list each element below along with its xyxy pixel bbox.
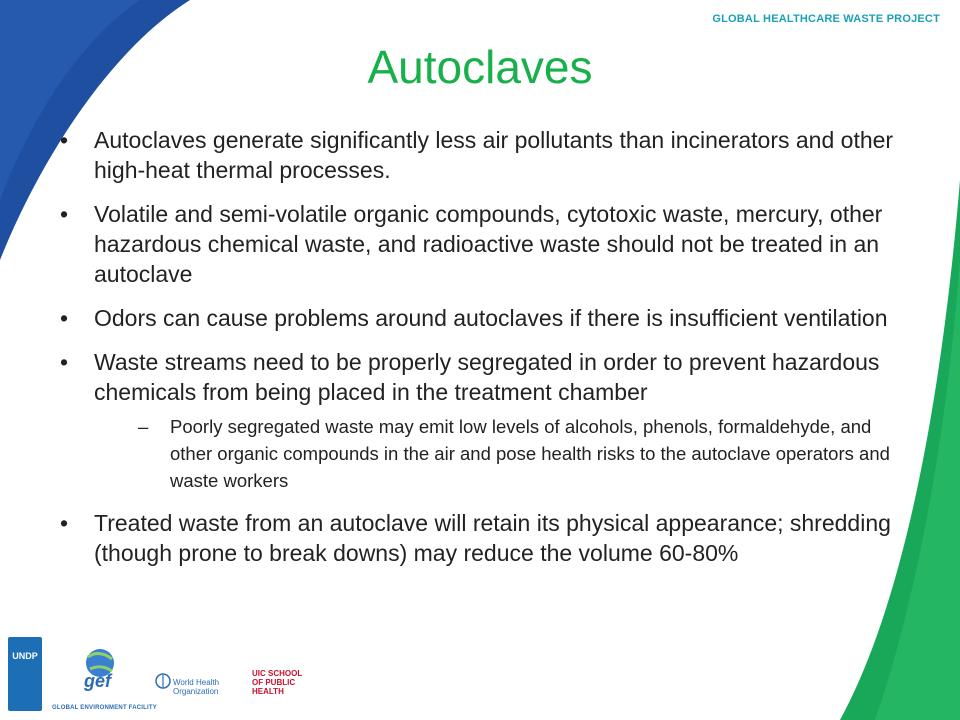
bullet-marker: • [60, 305, 69, 331]
sub-bullet-text: Poorly segregated waste may emit low levels of alcohols, phenols, formaldehyde, and other organic compounds in the air and pose health risks to the autoclave operators and waste workers [170, 416, 890, 491]
bullet-item [60, 508, 910, 568]
sub-bullet-item [94, 413, 910, 494]
undp-logo-text: UNDP [12, 651, 38, 661]
bullet-list [60, 125, 910, 582]
gef-logo [52, 641, 157, 713]
slide-title: Autoclaves [367, 41, 593, 93]
gef-caption: GLOBAL ENVIRONMENT FACILITY [52, 705, 157, 711]
bullet-item [60, 303, 910, 333]
partner-logos [0, 635, 360, 720]
bullet-marker: • [60, 510, 69, 536]
bullet-text: Autoclaves generate significantly less air pollutants than incinerators and other high-heat thermal processes. [94, 127, 894, 183]
gef-logo-text: gef [84, 671, 111, 691]
bullet-marker: • [60, 127, 69, 153]
bullet-marker: • [60, 349, 69, 375]
sub-bullet-marker: – [138, 416, 149, 437]
bullet-item [60, 125, 910, 185]
bullet-text: Waste streams need to be properly segregated in order to prevent hazardous chemicals from being placed in the treatment chamber [94, 349, 880, 405]
bullet-item [60, 347, 910, 494]
bullet-item [60, 199, 910, 289]
undp-logo [8, 637, 42, 711]
who-logo [155, 673, 225, 713]
uic-logo-text: UIC SCHOOL OF PUBLIC HEALTH [252, 669, 303, 696]
project-label: GLOBAL HEALTHCARE WASTE PROJECT [712, 13, 940, 25]
bullet-text: Odors can cause problems around autoclaves if there is insufficient ventilation [94, 305, 888, 331]
bullet-text: Volatile and semi-volatile organic compounds, cytotoxic waste, mercury, other hazardous chemical waste, and radioactive waste should not be treated in an autoclave [94, 201, 883, 287]
who-emblem-icon [155, 673, 171, 689]
uic-logo [252, 669, 312, 709]
bullet-marker: • [60, 201, 69, 227]
who-logo-text: World Health Organization [173, 678, 220, 696]
bullet-text: Treated waste from an autoclave will retain its physical appearance; shredding (though prone to break downs) may reduce the volume 60-80% [94, 510, 891, 566]
